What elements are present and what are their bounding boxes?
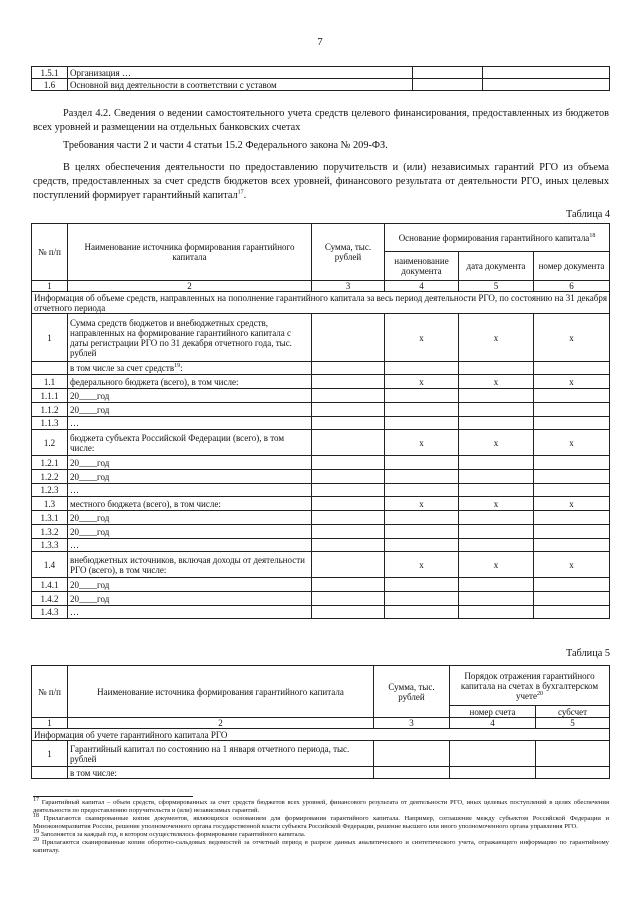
empty-cell (534, 539, 610, 552)
empty-cell (459, 389, 534, 403)
table4-header-row (32, 224, 610, 252)
x-mark: x (385, 497, 459, 511)
header-account: номер счета (450, 706, 536, 718)
empty-cell (459, 362, 534, 375)
column-number: 4 (450, 718, 536, 729)
row-number: 1.4 (32, 552, 68, 578)
footnote-separator (33, 796, 193, 797)
empty-cell (534, 362, 610, 375)
empty-cell (312, 403, 385, 417)
row-text: … (68, 539, 312, 552)
sum-cell (312, 314, 385, 362)
empty-cell (312, 578, 385, 592)
row-number: 1.1.1 (32, 389, 68, 403)
header-num: № п/п (32, 224, 68, 281)
row-number: 1.5.1 (32, 67, 68, 79)
footnote-ref: 20 (536, 690, 543, 697)
row-number: 1.4.1 (32, 578, 68, 592)
row-number: 1.3 (32, 497, 68, 511)
empty-cell (312, 417, 385, 430)
footnote-number: 17 (33, 796, 39, 803)
row-number: 1.3.1 (32, 511, 68, 525)
row-text: … (68, 417, 312, 430)
column-numbers-row (32, 281, 610, 292)
info-text: Информация об объеме средств, направленных на пополнение гарантийного капитала за весь период деятельности РГО, по состоянию на 31 декабря отчетного периода (32, 292, 610, 314)
empty-cell (385, 578, 459, 592)
row-text: Гарантийный капитал по состоянию на 1 января отчетного периода, тыс. рублей (68, 741, 374, 767)
top-table-row (32, 67, 610, 79)
empty-cell (312, 456, 385, 470)
row-text: 20____год (68, 470, 312, 484)
row-text: Организация … (68, 67, 413, 79)
x-mark: x (459, 314, 534, 362)
x-mark: x (385, 314, 459, 362)
empty-cell (385, 592, 459, 606)
footnote-text: Гарантийный капитал – объем средств, сформированных за счет средств бюджетов всех уровней, финансового результата от деятельности РГО, иных целевых поступлений в целях обеспечения деятельности по предоставлению поручительств и (или) независимых гарантий. (33, 799, 609, 814)
row-text: … (68, 606, 312, 619)
row-text: внебюджетных источников, включая доходы от деятельности РГО (всего), в том числе: (68, 552, 312, 578)
sum-cell (312, 375, 385, 389)
x-mark: x (459, 552, 534, 578)
footnote (33, 796, 609, 815)
empty-cell (312, 525, 385, 539)
empty-cell (312, 606, 385, 619)
header-doc-date: дата документа (459, 252, 534, 281)
table5-header-row (32, 666, 610, 706)
section-heading: Раздел 4.2. Сведения о ведении самостоятельного учета средств целевого финансирования, предоставленных из бюджетов всех уровней и размещении на отдельных банковских счетах (33, 108, 609, 133)
row-text: 20____год (68, 578, 312, 592)
empty-cell (534, 456, 610, 470)
empty-cell (32, 362, 68, 375)
header-name: Наименование источника формирования гарантийного капитала (68, 666, 374, 718)
empty-cell (385, 606, 459, 619)
table-row (32, 552, 610, 578)
top-table (31, 66, 610, 91)
empty-cell (385, 362, 459, 375)
empty-cell (385, 417, 459, 430)
footnote-number: 20 (33, 836, 39, 843)
column-number: 3 (312, 281, 385, 292)
row-number: 1.2.1 (32, 456, 68, 470)
column-numbers-row (32, 718, 610, 729)
empty-cell (312, 362, 385, 375)
row-number: 1 (32, 314, 68, 362)
row-number: 1.2 (32, 430, 68, 456)
empty-cell (385, 511, 459, 525)
row-text: 20____год (68, 403, 312, 417)
including-text: в том числе: (68, 767, 374, 779)
empty-cell (534, 403, 610, 417)
empty-cell (450, 741, 536, 767)
column-number: 6 (534, 281, 610, 292)
intro-paragraph (33, 161, 609, 203)
empty-cell (459, 484, 534, 497)
table5-label: Таблица 5 (565, 648, 610, 659)
header-basis (385, 224, 610, 252)
footnote-text: Прилагаются сканированные копии документов, являющихся основанием для формирования гарантийного капитала. Например, соглашение между субъектом Российской Федерации и Минэкономразвития России, решение уполномоченного органа государственной власти субъекта Российской Федерации, решение высшего или иного уполномоченного органа управления РГО. (33, 815, 610, 830)
footnote-ref: 19 (174, 363, 181, 369)
row-text: бюджета субъекта Российской Федерации (всего), в том числе: (68, 430, 312, 456)
intro-text: В целях обеспечения деятельности по предоставлению поручительств и (или) независимых гарантий РГО из объема средств, предоставленных за счет средств бюджетов всех уровней, финансового результата от деятельности РГО, иных целевых поступлений формирует гарантийный капитал (33, 162, 609, 201)
empty-cell (459, 456, 534, 470)
table4 (31, 223, 610, 619)
intro-end: . (243, 190, 247, 201)
empty-cell (534, 511, 610, 525)
x-mark: x (385, 430, 459, 456)
empty-cell (385, 389, 459, 403)
header-order (450, 666, 610, 706)
including-row (32, 767, 610, 779)
empty-cell (374, 741, 450, 767)
table4-label: Таблица 4 (565, 209, 610, 220)
x-mark: x (459, 497, 534, 511)
x-mark: x (385, 552, 459, 578)
footnotes (33, 796, 610, 855)
empty-cell (459, 403, 534, 417)
empty-cell (534, 525, 610, 539)
table-row (32, 484, 610, 497)
empty-cell (459, 417, 534, 430)
footnote-number: 19 (33, 828, 39, 835)
including-text (68, 362, 312, 375)
empty-cell (385, 470, 459, 484)
column-number: 2 (68, 718, 374, 729)
empty-cell (312, 470, 385, 484)
x-mark: x (534, 552, 610, 578)
row-text: 20____год (68, 592, 312, 606)
table-row (32, 456, 610, 470)
empty-cell (312, 539, 385, 552)
info-text: Информация об учете гарантийного капитала РГО (32, 729, 610, 741)
empty-cell (483, 67, 610, 79)
x-mark: x (534, 314, 610, 362)
including-label: в том числе за счет средств (70, 363, 175, 373)
empty-cell (459, 539, 534, 552)
row-number: 1.4.2 (32, 592, 68, 606)
empty-cell (534, 484, 610, 497)
including-row (32, 362, 610, 375)
top-table-row (32, 79, 610, 91)
sum-cell (312, 497, 385, 511)
empty-cell (374, 767, 450, 779)
empty-cell (459, 592, 534, 606)
x-mark: x (534, 430, 610, 456)
table-row (32, 470, 610, 484)
header-order-text: Порядок отражения гарантийного капитала на счетах в бухгалтерском учете (460, 670, 599, 701)
table-row (32, 592, 610, 606)
row-text: Основной вид деятельности в соответствии с уставом (68, 79, 413, 91)
empty-cell (534, 592, 610, 606)
column-number: 1 (32, 281, 68, 292)
table-row (32, 497, 610, 511)
empty-cell (385, 525, 459, 539)
empty-cell (534, 389, 610, 403)
empty-cell (450, 767, 536, 779)
table-row (32, 578, 610, 592)
table-row (32, 403, 610, 417)
row-number: 1.2.2 (32, 470, 68, 484)
header-doc-num: номер документа (534, 252, 610, 281)
info-row (32, 292, 610, 314)
info-row (32, 729, 610, 741)
row-text: Сумма средств бюджетов и внебюджетных средств, направленных на формирование гарантийного капитала с даты регистрации РГО по 31 декабря отчетного года, тыс. рублей (68, 314, 312, 362)
footnote-text: Заполняется за каждый год, в котором осуществлялось формирование гарантийного капитала. (40, 831, 306, 838)
empty-cell (459, 606, 534, 619)
row-number: 1.1.3 (32, 417, 68, 430)
row-text: 20____год (68, 511, 312, 525)
row-number: 1.2.3 (32, 484, 68, 497)
empty-cell (312, 389, 385, 403)
table-row (32, 417, 610, 430)
x-mark: x (459, 430, 534, 456)
row-number: 1.1 (32, 375, 68, 389)
empty-cell (534, 606, 610, 619)
sum-cell (312, 430, 385, 456)
table-row (32, 375, 610, 389)
row-number: 1.6 (32, 79, 68, 91)
table-row (32, 389, 610, 403)
empty-cell (312, 592, 385, 606)
empty-cell (459, 525, 534, 539)
empty-cell (534, 578, 610, 592)
empty-cell (312, 511, 385, 525)
empty-cell (385, 539, 459, 552)
empty-cell (312, 484, 385, 497)
row-text: 20____год (68, 525, 312, 539)
footnote (33, 812, 610, 831)
header-sum: Сумма, тыс. рублей (374, 666, 450, 718)
x-mark: x (534, 497, 610, 511)
requirements-text: Требования части 2 и части 4 статьи 15.2 Федерального закона № 209-ФЗ. (63, 140, 388, 151)
empty-cell (536, 741, 610, 767)
header-name: Наименование источника формирования гарантийного капитала (68, 224, 312, 281)
empty-cell (385, 456, 459, 470)
empty-cell (536, 767, 610, 779)
empty-cell (483, 79, 610, 91)
x-mark: x (459, 375, 534, 389)
row-text: 20____год (68, 456, 312, 470)
header-sum: Сумма, тыс. рублей (312, 224, 385, 281)
column-number: 2 (68, 281, 312, 292)
sum-cell (312, 552, 385, 578)
footnote-text: Прилагаются сканированные копии оборотно-сальдовых ведомостей за отчетный период в разрезе данных аналитического и синтетического учета, отражающего информацию по гарантийному капиталу. (33, 839, 609, 854)
footnote-ref: 18 (589, 232, 596, 239)
column-number: 5 (536, 718, 610, 729)
empty-cell (459, 470, 534, 484)
row-number: 1.3.2 (32, 525, 68, 539)
table-row (32, 525, 610, 539)
header-num: № п/п (32, 666, 68, 718)
empty-cell (413, 67, 483, 79)
footnote (33, 836, 609, 855)
row-number: 1 (32, 741, 68, 767)
including-end: : (180, 363, 183, 373)
column-number: 4 (385, 281, 459, 292)
empty-cell (32, 767, 68, 779)
table5 (31, 665, 610, 779)
table-row (32, 539, 610, 552)
row-text: федерального бюджета (всего), в том числе: (68, 375, 312, 389)
empty-cell (413, 79, 483, 91)
table-row (32, 314, 610, 362)
empty-cell (385, 484, 459, 497)
row-number: 1.3.3 (32, 539, 68, 552)
x-mark: x (385, 375, 459, 389)
table-row (32, 606, 610, 619)
row-text: … (68, 484, 312, 497)
column-number: 5 (459, 281, 534, 292)
row-text: местного бюджета (всего), в том числе: (68, 497, 312, 511)
empty-cell (534, 417, 610, 430)
x-mark: x (534, 375, 610, 389)
header-subaccount: субсчет (536, 706, 610, 718)
empty-cell (459, 511, 534, 525)
column-number: 3 (374, 718, 450, 729)
header-doc-name: наименование документа (385, 252, 459, 281)
footnote-ref: 17 (237, 189, 244, 196)
empty-cell (459, 578, 534, 592)
empty-cell (385, 403, 459, 417)
page-number: 7 (317, 36, 323, 48)
column-number: 1 (32, 718, 68, 729)
empty-cell (534, 470, 610, 484)
table-row (32, 430, 610, 456)
footnote-number: 18 (33, 812, 39, 819)
table-row (32, 511, 610, 525)
table-row (32, 741, 610, 767)
header-basis-text: Основание формирования гарантийного капитала (398, 232, 590, 243)
footnote (33, 828, 609, 839)
row-number: 1.1.2 (32, 403, 68, 417)
row-number: 1.4.3 (32, 606, 68, 619)
row-text: 20____год (68, 389, 312, 403)
